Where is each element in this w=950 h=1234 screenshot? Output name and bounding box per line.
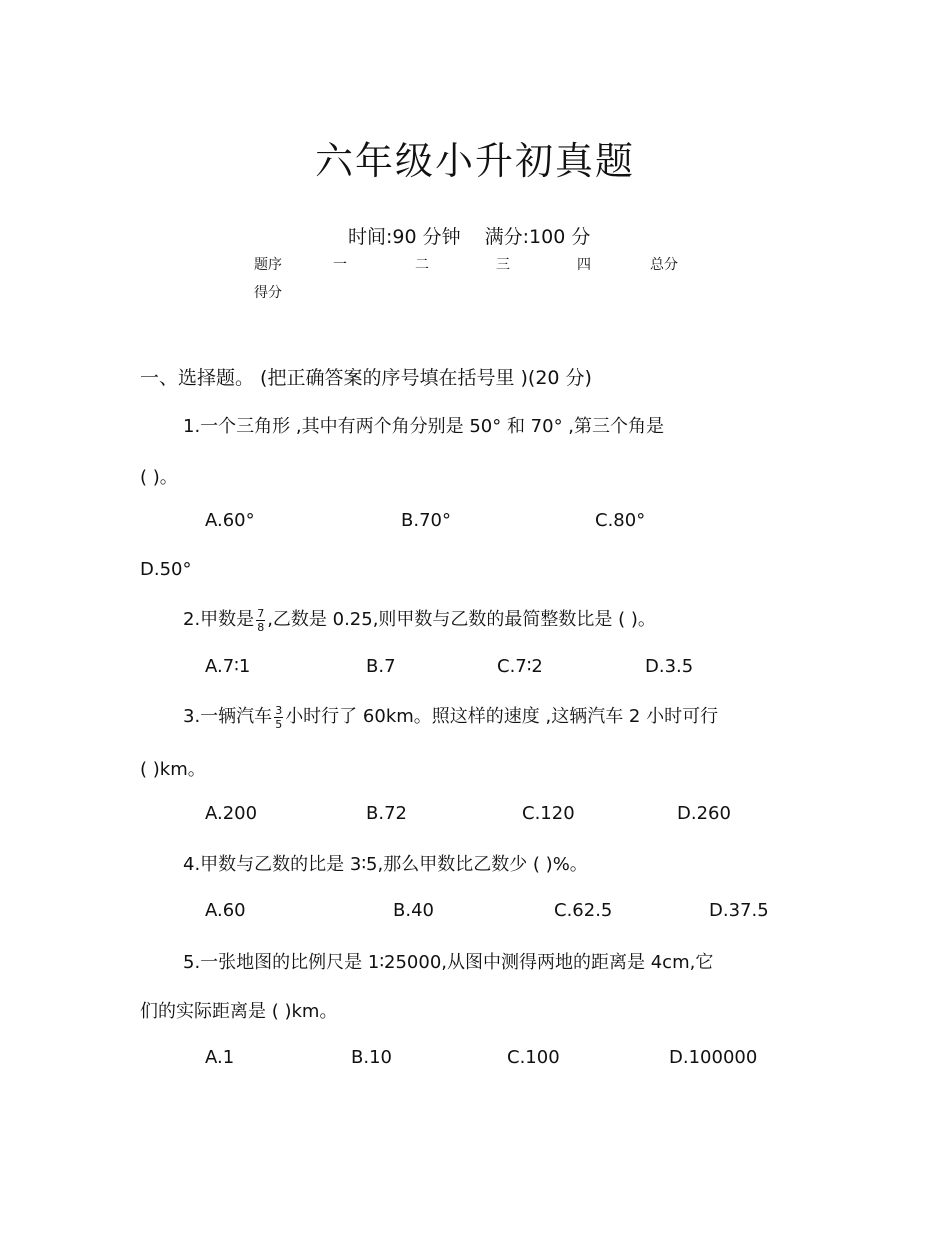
question-2-stem xyxy=(183,600,656,640)
question-5-option-b: B.10 xyxy=(351,1047,392,1068)
question-5-stem: 5.一张地图的比例尺是 1∶25000,从图中测得两地的距离是 4cm,它 xyxy=(183,952,714,973)
question-2-stem-pre: 2.甲数是 xyxy=(183,609,255,630)
question-5-option-c: C.100 xyxy=(507,1047,560,1068)
question-3-stem-pre: 3.一辆汽车 xyxy=(183,706,273,727)
question-3-option-c: C.120 xyxy=(522,803,575,824)
question-3-option-d: D.260 xyxy=(677,803,731,824)
score-row-label-order: 题序 xyxy=(254,257,282,273)
question-2-option-c: C.7∶2 xyxy=(497,656,543,677)
fraction-7-8 xyxy=(256,607,265,634)
full-score: 满分:100 分 xyxy=(484,226,591,248)
question-2-stem-post: ,乙数是 0.25,则甲数与乙数的最简整数比是 ( )。 xyxy=(267,609,656,630)
section-heading: 一、选择题。 (把正确答案的序号填在括号里 )(20 分) xyxy=(140,367,592,389)
fraction-denominator: 8 xyxy=(257,620,265,634)
question-2-option-b: B.7 xyxy=(366,656,396,677)
fraction-3-5 xyxy=(274,704,283,731)
question-1-option-c: C.80° xyxy=(595,510,646,531)
question-3-option-a: A.200 xyxy=(205,803,258,824)
question-1-stem-cont: ( )。 xyxy=(140,467,178,488)
question-1-option-a: A.60° xyxy=(205,510,255,531)
question-4-stem: 4.甲数与乙数的比是 3∶5,那么甲数比乙数少 ( )%。 xyxy=(183,854,588,875)
question-5-stem-cont: 们的实际距离是 ( )km。 xyxy=(140,1001,338,1022)
question-1-option-b: B.70° xyxy=(401,510,451,531)
question-5-option-d: D.100000 xyxy=(669,1047,758,1068)
question-4-option-b: B.40 xyxy=(393,900,434,921)
score-col-4: 四 xyxy=(577,257,591,273)
question-2-option-d: D.3.5 xyxy=(645,656,694,677)
question-1-option-d: D.50° xyxy=(140,559,192,580)
score-col-total: 总分 xyxy=(650,257,678,273)
score-col-1: 一 xyxy=(333,257,347,273)
page-title: 六年级小升初真题 xyxy=(314,139,635,183)
question-3-stem xyxy=(183,697,718,737)
score-row-label-score: 得分 xyxy=(254,285,282,301)
question-5-option-a: A.1 xyxy=(205,1047,235,1068)
fraction-numerator: 7 xyxy=(257,606,265,620)
score-col-2: 二 xyxy=(415,257,429,273)
fraction-denominator: 5 xyxy=(275,717,283,731)
score-col-3: 三 xyxy=(496,257,510,273)
exam-meta xyxy=(348,222,614,249)
question-3-stem-cont: ( )km。 xyxy=(140,759,206,780)
question-1-stem: 1.一个三角形 ,其中有两个角分别是 50° 和 70° ,第三个角是 xyxy=(183,416,665,437)
time-limit: 时间:90 分钟 xyxy=(348,226,461,248)
fraction-numerator: 3 xyxy=(275,703,283,717)
question-4-option-a: A.60 xyxy=(205,900,246,921)
question-4-option-d: D.37.5 xyxy=(709,900,769,921)
question-3-option-b: B.72 xyxy=(366,803,407,824)
question-2-option-a: A.7∶1 xyxy=(205,656,251,677)
question-3-stem-post: 小时行了 60km。照这样的速度 ,这辆汽车 2 小时可行 xyxy=(285,706,719,727)
question-4-option-c: C.62.5 xyxy=(554,900,613,921)
